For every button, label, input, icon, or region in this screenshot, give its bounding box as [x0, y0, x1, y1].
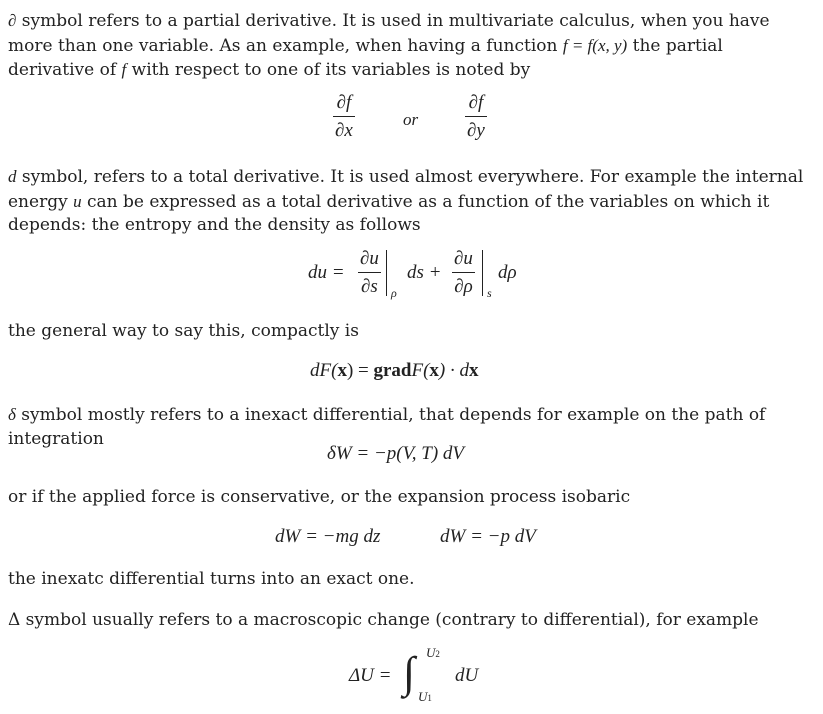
fraction-denominator: ∂x — [335, 120, 353, 141]
delta-text: symbol mostly refers to a inexact differential, that depends for example on the path of integration — [8, 405, 766, 449]
fraction-denominator: ∂ρ — [454, 276, 473, 297]
total-text-2: can be expressed as a total derivative as a function of the variables on which it depends: the entropy and the density as follows — [8, 191, 770, 235]
upper-limit: U2 — [426, 645, 440, 660]
evaluation-bar — [482, 250, 483, 296]
partial-u-over-s — [358, 248, 381, 298]
integral-sign: ∫ — [403, 648, 416, 697]
subscript-s: s — [487, 286, 492, 300]
partial-symbol: ∂ — [8, 11, 17, 30]
internal-energy-u: u — [73, 191, 82, 211]
total-derivative-equation — [0, 248, 823, 308]
total-derivative-paragraph — [8, 165, 808, 238]
du-lhs: du = — [308, 262, 345, 283]
vector-x: x — [337, 360, 347, 381]
integrand-dU: dU — [455, 665, 479, 686]
lower-limit: U1 — [418, 689, 432, 704]
vector-x: x — [469, 360, 479, 381]
fraction-bar — [333, 116, 355, 117]
partial-derivatives-equation — [0, 92, 823, 152]
partial-f-over-y — [465, 92, 487, 142]
vector-x: x — [429, 360, 439, 381]
partial-text-3: with respect to one of its variables is noted by — [126, 60, 531, 80]
capital-delta-symbol: Δ — [8, 610, 21, 630]
fraction-denominator: ∂y — [467, 120, 485, 141]
integral-equation — [0, 645, 823, 711]
F-term: F( — [411, 360, 430, 381]
inexact-work-equation: δW = −p(V, T) dV — [327, 443, 465, 464]
drho-term: dρ — [498, 262, 517, 283]
ds-term: ds + — [407, 262, 442, 283]
fraction-bar — [465, 116, 487, 117]
delta-U-lhs: ΔU = — [349, 665, 392, 686]
partial-f-over-x — [333, 92, 355, 142]
partial-text-2: the partial derivative of — [8, 35, 723, 80]
fraction-numerator: ∂u — [454, 248, 473, 269]
general-paragraph: the general way to say this, compactly is — [8, 321, 359, 341]
partial-u-over-rho — [452, 248, 475, 298]
subscript-rho: ρ — [391, 286, 397, 300]
gradient-equation — [310, 360, 479, 382]
exact-one-paragraph: the inexatc differential turns into an exact one. — [8, 569, 415, 589]
fraction-bar — [452, 272, 475, 273]
function-expression: f = f(x, y) — [562, 35, 628, 55]
fraction-bar — [358, 272, 381, 273]
exact-work-equation-right: dW = −p dV — [440, 526, 536, 547]
fraction-numerator: ∂u — [360, 248, 379, 269]
delta-symbol: δ — [8, 405, 16, 424]
macroscopic-change-paragraph — [8, 609, 808, 633]
grad-operator: grad — [373, 360, 412, 381]
evaluation-bar — [386, 250, 387, 296]
total-text-1: symbol, refers to a total derivative. It is used almost everywhere. For example the internal energy — [8, 167, 804, 212]
conservative-paragraph: or if the applied force is conservative, or the expansion process isobaric — [8, 487, 631, 507]
equals-sign: ) = — [346, 360, 374, 381]
function-f: f — [121, 60, 127, 79]
partial-text-1: symbol refers to a partial derivative. It is used in multivariate calculus, when you have more than one variable. As an example, when having a function — [8, 11, 770, 56]
exact-work-equation-left: dW = −mg dz — [275, 526, 381, 547]
fraction-numerator: ∂f — [468, 92, 484, 113]
dF-term: dF( — [310, 360, 338, 381]
fraction-numerator: ∂f — [336, 92, 352, 113]
fraction-denominator: ∂s — [361, 276, 378, 297]
d-symbol: d — [8, 167, 17, 186]
dot-d-term: ) · d — [438, 360, 469, 381]
capital-delta-text: symbol usually refers to a macroscopic change (contrary to differential), for example — [20, 610, 759, 630]
partial-derivative-paragraph — [8, 9, 808, 83]
or-word: or — [403, 110, 419, 129]
